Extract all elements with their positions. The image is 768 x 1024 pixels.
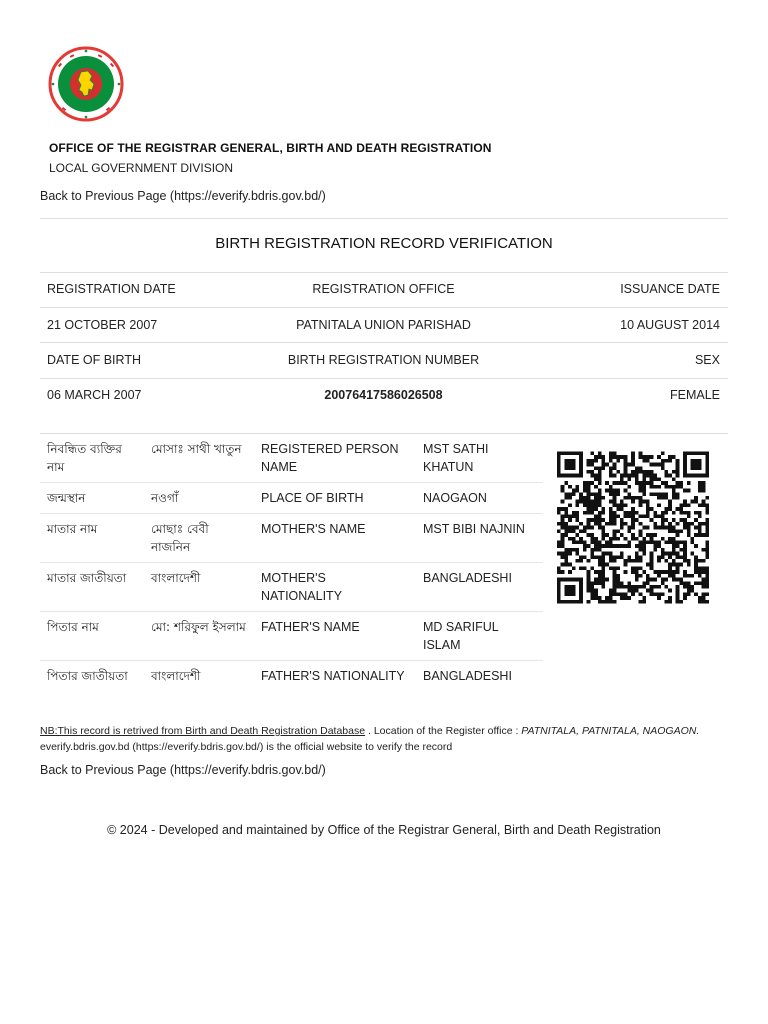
en-label: FATHER'S NAME — [261, 620, 360, 634]
registration-office-value: PATNITALA UNION PARISHAD — [296, 317, 471, 332]
bn-label: পিতার জাতীয়তা — [47, 669, 128, 683]
government-seal-icon — [48, 46, 124, 122]
en-value: MD SARIFUL ISLAM — [423, 620, 499, 652]
date-of-birth-label: DATE OF BIRTH — [47, 352, 141, 367]
table-row — [40, 514, 543, 563]
bn-value: মো: শরিফুল ইসলাম — [151, 620, 246, 634]
bn-value: নওগাঁ — [151, 491, 179, 505]
record-note — [40, 723, 740, 755]
bn-label: পিতার নাম — [47, 620, 99, 634]
bn-label: নিবন্ধিত ব্যক্তির নাম — [47, 442, 122, 474]
issuance-date-label: ISSUANCE DATE — [620, 281, 720, 296]
bn-value: বাংলাদেশী — [151, 571, 201, 585]
back-link-bottom[interactable]: Back to Previous Page (https://everify.bdris.gov.bd/) — [40, 763, 326, 777]
back-link-top[interactable]: Back to Previous Page (https://everify.bdris.gov.bd/) — [40, 189, 326, 203]
registration-date-value: 21 OCTOBER 2007 — [47, 317, 158, 332]
registration-date-label: REGISTRATION DATE — [47, 281, 176, 296]
note-source: NB:This record is retrived from Birth and Death Registration Database — [40, 725, 366, 737]
en-label: PLACE OF BIRTH — [261, 491, 364, 505]
table-row — [40, 483, 543, 514]
table-row — [40, 612, 543, 661]
en-label: MOTHER'S NAME — [261, 522, 366, 536]
bn-value: মোসাঃ সাথী খাতুন — [151, 442, 242, 456]
date-of-birth-value: 06 MARCH 2007 — [47, 387, 142, 402]
note-location-prefix: . Location of the Register office : — [365, 725, 522, 737]
en-label: MOTHER'S NATIONALITY — [261, 571, 343, 603]
bn-label: জন্মস্থান — [47, 491, 86, 505]
en-value: MST SATHI KHATUN — [423, 442, 489, 474]
sex-label: SEX — [694, 352, 720, 367]
note-location: PATNITALA, PATNITALA, NAOGAON. — [521, 725, 700, 737]
qr-code-icon — [557, 451, 709, 604]
footer-copyright: © 2024 - Developed and maintained by Office of the Registrar General, Birth and Death Registration — [107, 823, 661, 837]
note-official-site: everify.bdris.gov.bd (https://everify.bdris.gov.bd/) is the official website to verify the record — [40, 741, 453, 753]
en-label: REGISTERED PERSON NAME — [261, 442, 399, 474]
divider — [40, 218, 728, 219]
page-heading: BIRTH REGISTRATION RECORD VERIFICATION — [215, 235, 553, 252]
summary-header-row-1 — [40, 271, 728, 306]
table-row — [40, 661, 543, 692]
office-subtitle: LOCAL GOVERNMENT DIVISION — [49, 161, 234, 175]
summary-value-row-1 — [40, 307, 728, 342]
en-label: FATHER'S NATIONALITY — [261, 669, 405, 683]
sex-value: FEMALE — [669, 387, 720, 402]
en-value: MST BIBI NAJNIN — [423, 522, 525, 536]
bn-value: মোছাঃ বেবী নাজনিন — [151, 522, 209, 554]
registration-office-label: REGISTRATION OFFICE — [312, 281, 455, 296]
bn-label: মাতার জাতীয়তা — [47, 571, 127, 585]
office-title: OFFICE OF THE REGISTRAR GENERAL, BIRTH AND DEATH REGISTRATION — [49, 141, 492, 155]
en-value: NAOGAON — [423, 491, 487, 505]
en-value: BANGLADESHI — [423, 669, 512, 683]
birth-registration-number-label: BIRTH REGISTRATION NUMBER — [287, 352, 480, 367]
bn-label: মাতার নাম — [47, 522, 98, 536]
table-row — [40, 563, 543, 612]
issuance-date-value: 10 AUGUST 2014 — [620, 317, 720, 332]
table-row — [40, 434, 543, 483]
bn-value: বাংলাদেশী — [151, 669, 201, 683]
en-value: BANGLADESHI — [423, 571, 512, 585]
person-details-table — [40, 434, 543, 691]
summary-header-row-2 — [40, 342, 728, 377]
summary-value-row-2 — [40, 377, 728, 412]
birth-registration-number-value: 20076417586026508 — [324, 387, 443, 402]
